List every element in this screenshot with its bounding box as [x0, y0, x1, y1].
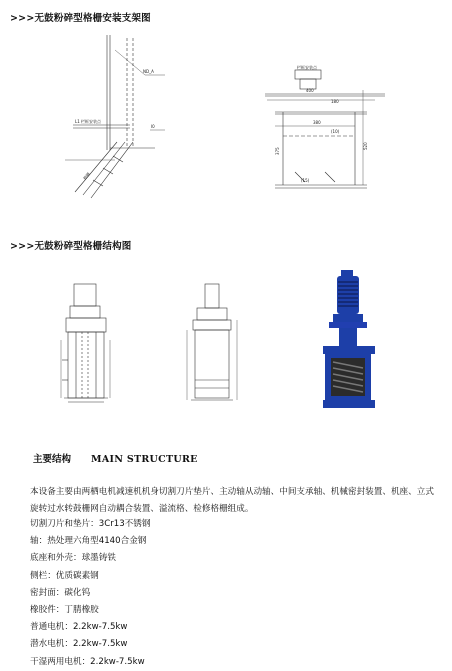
- svg-text:400: 400: [306, 88, 314, 93]
- svg-text:520: 520: [363, 142, 368, 150]
- heading-cn: 主要结构: [33, 454, 72, 465]
- svg-text:栏框安装点: 栏框安装点: [297, 65, 317, 70]
- svg-text:375: 375: [275, 147, 280, 155]
- spec-item: 侧栏：优质碳素钢: [30, 570, 99, 581]
- svg-text:ND_A: ND_A: [143, 69, 154, 74]
- svg-text:180: 180: [331, 99, 339, 104]
- structure-section-title: >>>无鼓粉碎型格栅结构图: [10, 241, 132, 252]
- svg-text:(15): (15): [301, 178, 310, 183]
- spec-item: 橡胶件：丁腈橡胶: [30, 604, 99, 615]
- spec-item: 普通电机：2.2kw-7.5kw: [30, 622, 128, 633]
- machine-photo: [315, 268, 383, 413]
- structure-drawing-middle: [183, 280, 243, 410]
- install-drawing-left: [55, 30, 180, 205]
- spec-item: 轴：热处理六角型4140合金钢: [30, 536, 147, 547]
- install-section-title: >>>无鼓粉碎型格栅安装支架图: [10, 13, 151, 24]
- svg-text:I0: I0: [151, 124, 155, 129]
- spec-item: 密封面：碳化钨: [30, 587, 91, 598]
- structure-description: 本设备主要由两栖电机减速机机身切割刀片垫片、主动轴从动轴、中间支承轴、机械密封装置、机座、立式旋转过水转鼓栅网自动耦合装置、溢流格、检修格栅组成。: [30, 487, 434, 514]
- spec-item: 切割刀片和垫片：3Cr13不锈钢: [30, 519, 151, 529]
- svg-text:格栅: 格栅: [82, 171, 92, 181]
- structure-drawing-left: [58, 280, 116, 410]
- heading-en: MAIN STRUCTURE: [91, 454, 198, 465]
- svg-text:380: 380: [313, 120, 321, 125]
- svg-text:L1 栏框安装点: L1 栏框安装点: [75, 119, 102, 124]
- svg-text:(10): (10): [331, 129, 340, 134]
- install-drawing-right: [255, 60, 390, 195]
- spec-list: [30, 516, 150, 671]
- spec-item: 干湿两用电机：2.2kw-7.5kw: [30, 656, 145, 667]
- main-structure-heading: [33, 451, 198, 465]
- spec-item: 底座和外壳：球墨铸铁: [30, 553, 116, 564]
- spec-item: 潜水电机：2.2kw-7.5kw: [30, 639, 128, 650]
